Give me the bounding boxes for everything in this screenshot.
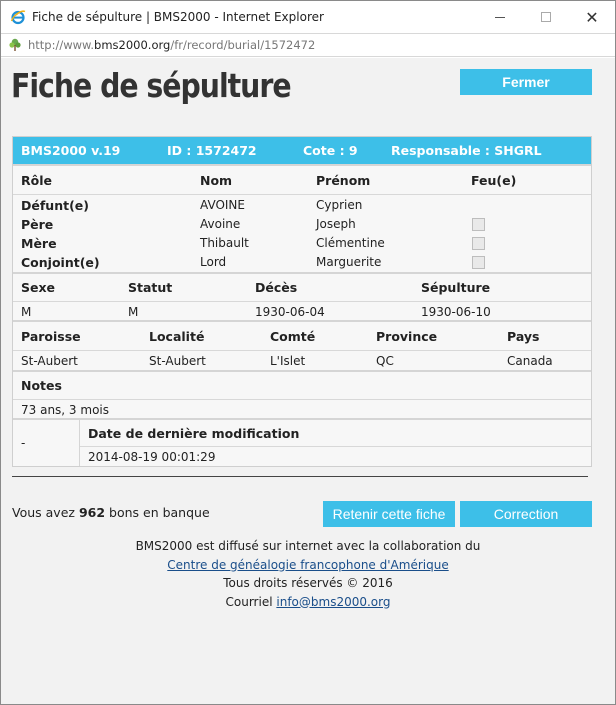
close-icon: ✕ xyxy=(585,7,599,27)
modification-data-row xyxy=(80,447,591,467)
column-header-paroisse: Paroisse xyxy=(21,329,81,344)
column-header-sexe: Sexe xyxy=(21,280,56,295)
deces-value: 1930-06-04 xyxy=(255,305,325,319)
localite-value: St-Aubert xyxy=(149,354,206,368)
column-header-comte: Comté xyxy=(270,329,316,344)
person-row-mere xyxy=(13,233,591,252)
statut-value: M xyxy=(128,305,139,319)
column-header-role: Rôle xyxy=(21,173,52,188)
comte-value: L'Islet xyxy=(270,354,306,368)
person-row-conjoint xyxy=(13,252,591,272)
modification-header: Date de dernière modification xyxy=(88,426,300,441)
minimize-icon xyxy=(495,17,505,18)
footer xyxy=(1,537,615,611)
footer-copyright: Tous droits réservés © 2016 xyxy=(223,576,393,590)
window-title: Fiche de sépulture | BMS2000 - Internet Explorer xyxy=(32,10,324,24)
feu-checkbox xyxy=(472,218,485,231)
person-row-defunt xyxy=(13,195,591,214)
column-header-deces: Décès xyxy=(255,280,298,295)
footer-line-collaboration: BMS2000 est diffusé sur internet avec la collaboration du xyxy=(135,539,481,553)
maximize-button[interactable] xyxy=(523,1,569,33)
cgfa-link[interactable]: Centre de généalogie francophone d'Amérique xyxy=(167,557,449,572)
person-role: Mère xyxy=(21,236,57,251)
site-tree-icon xyxy=(7,37,23,53)
close-button[interactable]: Fermer xyxy=(460,69,592,95)
retain-record-button[interactable]: Retenir cette fiche xyxy=(323,501,455,527)
maximize-icon xyxy=(541,12,551,22)
column-header-nom: Nom xyxy=(200,173,233,188)
email-link[interactable]: info@bms2000.org xyxy=(276,594,391,609)
divider xyxy=(12,476,588,477)
title-bar xyxy=(1,1,615,33)
close-window-button[interactable] xyxy=(569,1,615,33)
correction-button[interactable]: Correction xyxy=(460,501,592,527)
feu-checkbox xyxy=(472,256,485,269)
column-header-pays: Pays xyxy=(507,329,540,344)
status-section xyxy=(13,272,591,320)
notes-section xyxy=(13,370,591,418)
pays-value: Canada xyxy=(507,354,553,368)
column-header-statut: Statut xyxy=(128,280,173,295)
feu-checkbox xyxy=(472,237,485,250)
modification-date: 2014-08-19 00:01:29 xyxy=(88,450,216,464)
person-role: Défunt(e) xyxy=(21,198,89,213)
burial-record xyxy=(12,136,592,467)
column-header-localite: Localité xyxy=(149,329,205,344)
notes-row xyxy=(13,400,591,420)
status-header-row xyxy=(13,274,591,301)
bank-count: 962 xyxy=(78,505,106,520)
page-title: Fiche de sépulture xyxy=(11,66,291,105)
record-header xyxy=(13,137,591,164)
person-nom: Avoine xyxy=(200,217,241,231)
modification-section xyxy=(13,418,591,466)
person-nom: Thibault xyxy=(200,236,249,250)
column-header-province: Province xyxy=(376,329,438,344)
person-prenom: Clémentine xyxy=(316,236,385,250)
person-prenom: Marguerite xyxy=(316,255,382,269)
column-header-prenom: Prénom xyxy=(316,173,371,188)
record-responsable: Responsable : SHGRL xyxy=(391,143,542,158)
paroisse-value: St-Aubert xyxy=(21,354,78,368)
record-cote: Cote : 9 xyxy=(303,143,358,158)
notes-header: Notes xyxy=(21,378,62,393)
place-header-row xyxy=(13,322,591,350)
persons-section xyxy=(13,164,591,272)
place-section xyxy=(13,320,591,370)
notes-value: 73 ans, 3 mois xyxy=(21,403,109,417)
person-role: Père xyxy=(21,217,54,232)
internet-explorer-icon xyxy=(10,9,26,25)
place-data-row xyxy=(13,351,591,371)
province-value: QC xyxy=(376,354,394,368)
persons-header-row xyxy=(13,166,591,194)
address-bar[interactable] xyxy=(1,33,615,57)
record-id: ID : 1572472 xyxy=(167,143,257,158)
person-nom: Lord xyxy=(200,255,227,269)
person-row-pere xyxy=(13,214,591,233)
minimize-button[interactable] xyxy=(477,1,523,33)
column-header-sepulture: Sépulture xyxy=(421,280,491,295)
person-prenom: Joseph xyxy=(316,217,356,231)
person-role: Conjoint(e) xyxy=(21,255,100,270)
sexe-value: M xyxy=(21,305,32,319)
bank-status: Vous avez 962 bons en banque xyxy=(12,505,210,520)
modification-header-row xyxy=(80,420,591,446)
record-version: BMS2000 v.19 xyxy=(21,143,121,158)
person-prenom: Cyprien xyxy=(316,198,363,212)
sepulture-value: 1930-06-10 xyxy=(421,305,491,319)
footer-contact: Courriel info@bms2000.org xyxy=(225,594,391,609)
page-content xyxy=(1,58,615,704)
column-header-feu: Feu(e) xyxy=(471,173,517,188)
status-data-row xyxy=(13,302,591,322)
address-url[interactable]: http://www.bms2000.org/fr/record/burial/1572472 xyxy=(28,38,316,52)
person-nom: AVOINE xyxy=(200,198,245,212)
notes-header-row xyxy=(13,372,591,399)
modification-left-value: - xyxy=(21,436,26,450)
